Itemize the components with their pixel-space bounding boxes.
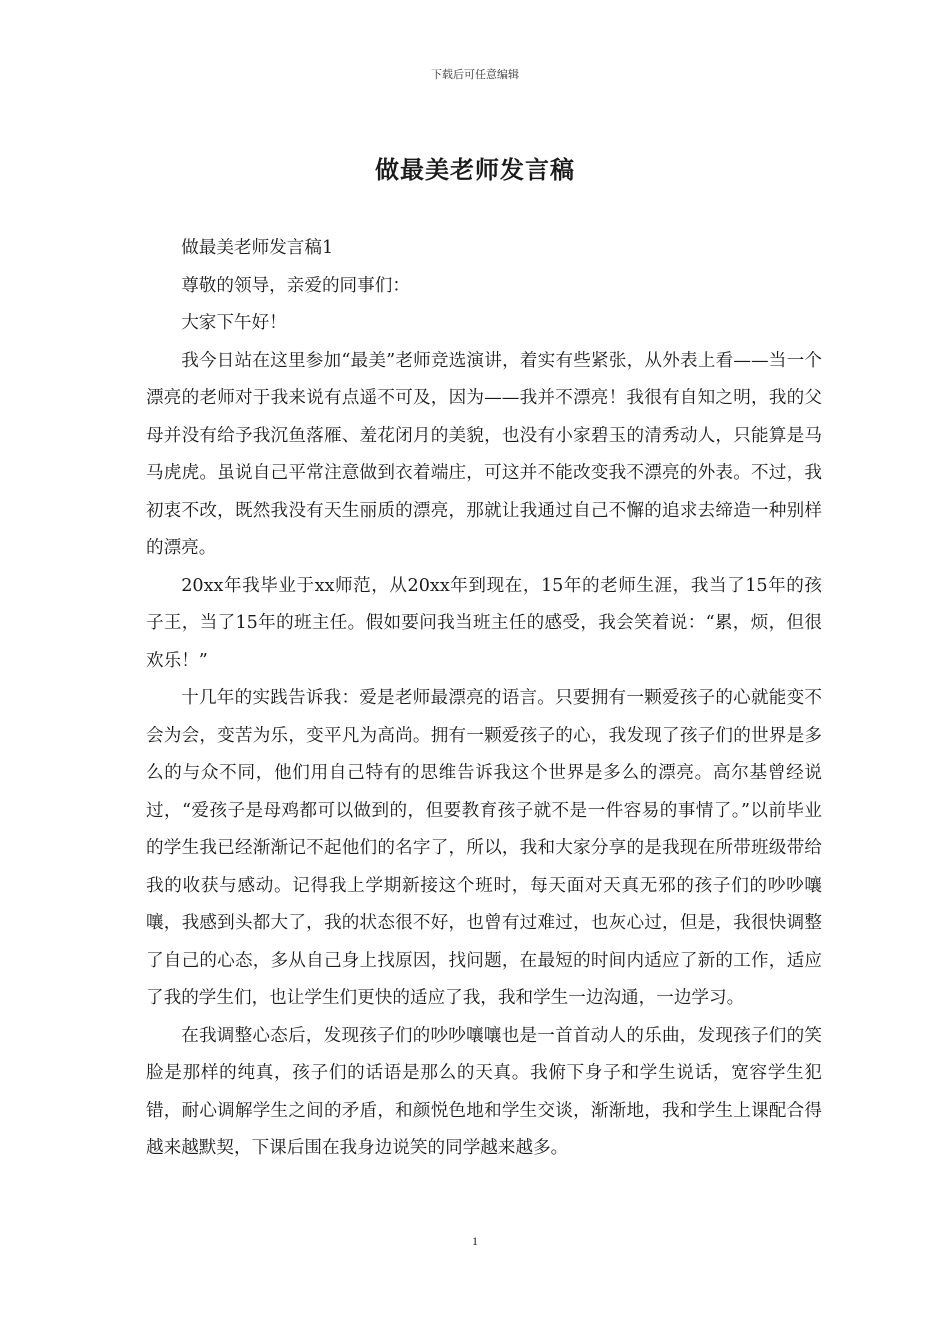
paragraph: 我今日站在这里参加“最美”老师竞选演讲，着实有些紧张，从外表上看——当一个漂亮的老师对于我来说有点遥不可及，因为——我并不漂亮！我很有自知之明，我的父母并没有给予我沉鱼落雁、羞花闭月的美貌，也没有小家碧玉的清秀动人，只能算是马马虎虎。虽说自己平常注意做到衣着端庄，可这并不能改变我不漂亮的外表。不过，我初衷不改，既然我没有天生丽质的漂亮，那就让我通过自己不懈的追求去缔造一种别样的漂亮。 bbox=[146, 350, 822, 558]
paragraph-subtitle: 做最美老师发言稿1 bbox=[181, 238, 334, 258]
paragraph: 十几年的实践告诉我：爱是老师最漂亮的语言。只要拥有一颗爱孩子的心就能变不会为会，变苦为乐，变平凡为高尚。拥有一颗爱孩子的心，我发现了孩子们的世界是多么的与众不同，他们用自己特有的思维告诉我这个世界是多么的漂亮。高尔基曾经说过，“爱孩子是母鸡都可以做到的，但要教育孩子就不是一件容易的事情了。”以前毕业的学生我已经渐渐记不起他们的名字了，所以，我和大家分享的是我现在所带班级带给我的收获与感动。记得我上学期新接这个班时，每天面对天真无邪的孩子们的吵吵嚷嚷，我感到头都大了，我的状态很不好，也曾有过难过，也灰心过，但是，我很快调整了自己的心态，多从自己身上找原因，找问题，在最短的时间内适应了新的工作，适应了我的学生们，也让学生们更快的适应了我，我和学生一边沟通，一边学习。 bbox=[146, 688, 822, 1008]
document-title: 做最美老师发言稿 bbox=[375, 156, 575, 184]
paragraph-salutation: 尊敬的领导，亲爱的同事们： bbox=[181, 275, 410, 296]
header-note: 下载后可任意编辑 bbox=[431, 68, 519, 81]
page-number: 1 bbox=[472, 1234, 478, 1248]
paragraph: 20xx年我毕业于xx师范，从20xx年到现在，15年的老师生涯，我当了15年的孩子王，当了15年的班主任。假如要问我当班主任的感受，我会笑着说：“累，烦，但很欢乐！” bbox=[146, 575, 822, 671]
document-body bbox=[146, 230, 822, 1168]
paragraph-greeting: 大家下午好！ bbox=[181, 313, 287, 333]
paragraph: 在我调整心态后，发现孩子们的吵吵嚷嚷也是一首首动人的乐曲，发现孩子们的笑脸是那样的纯真，孩子们的话语是那么的天真。我俯下身子和学生说话，宽容学生犯错，耐心调解学生之间的矛盾，和颜悦色地和学生交谈，渐渐地，我和学生上课配合得越来越默契，下课后围在我身边说笑的同学越来越多。 bbox=[146, 1025, 822, 1158]
